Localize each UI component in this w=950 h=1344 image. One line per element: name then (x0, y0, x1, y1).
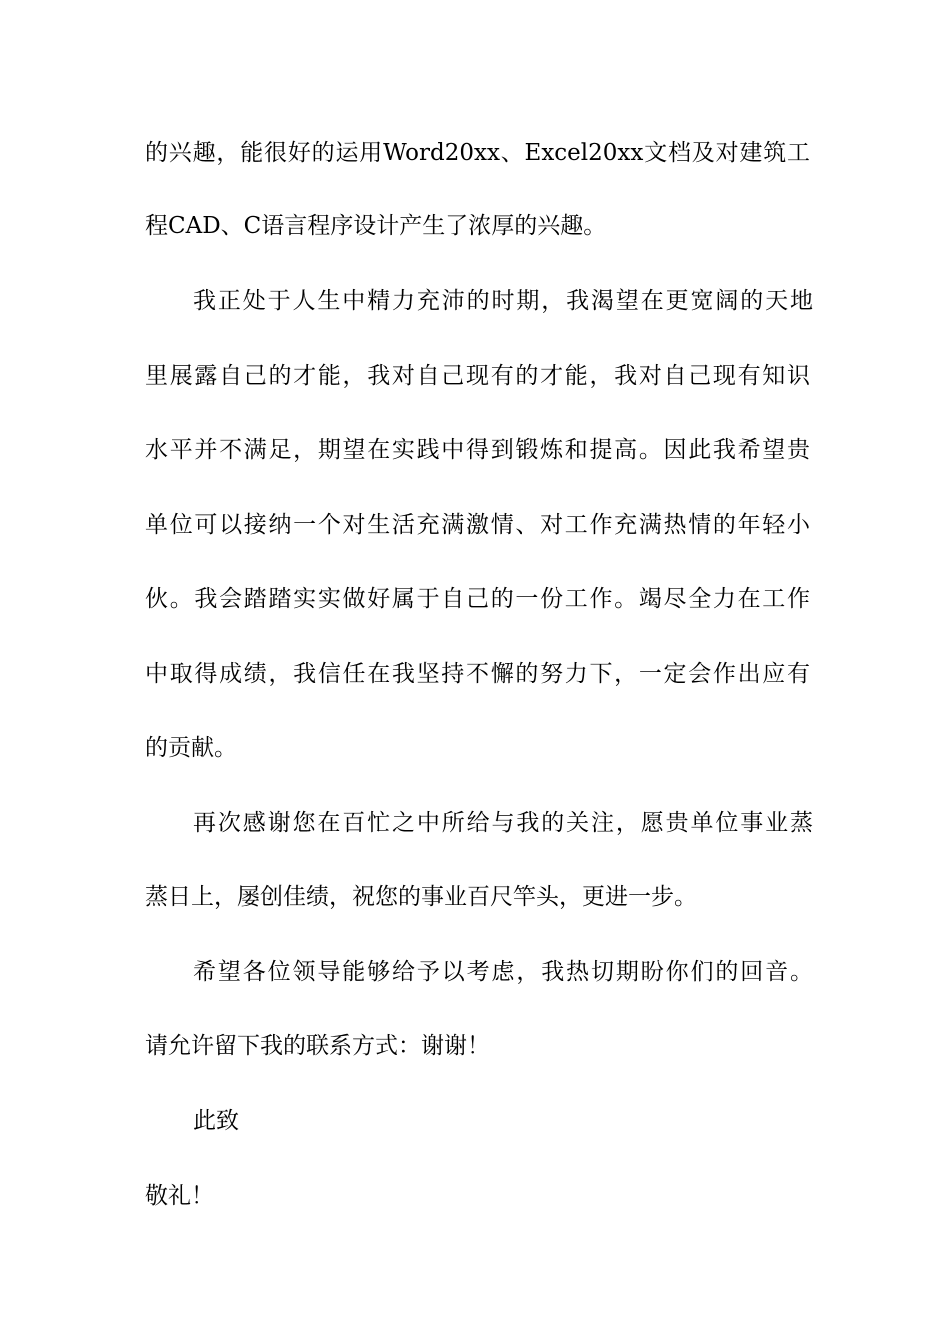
paragraph-first-line: 再次感谢您在百忙之中所给与我的关注，愿贵单位事业蒸 (193, 810, 813, 836)
body-text-line: 的贡献。 (145, 735, 237, 761)
body-text-line: 水平并不满足，期望在实践中得到锻炼和提高。因此我希望贵 (145, 437, 810, 463)
body-text-line: 里展露自己的才能，我对自己现有的才能，我对自己现有知识 (145, 363, 810, 389)
paragraph-first-line: 我正处于人生中精力充沛的时期，我渴望在更宽阔的天地 (193, 288, 813, 314)
closing-salutation: 此致 (193, 1108, 239, 1134)
body-text-line: 请允许留下我的联系方式：谢谢！ (145, 1033, 490, 1059)
body-text-line: 蒸日上，屡创佳绩，祝您的事业百尺竿头，更进一步。 (145, 884, 697, 910)
body-text-line: 中取得成绩，我信任在我坚持不懈的努力下，一定会作出应有 (145, 661, 810, 687)
paragraph-first-line: 希望各位领导能够给予以考虑，我热切期盼你们的回音。 (193, 959, 813, 985)
body-text-line: 伙。我会踏踏实实做好属于自己的一份工作。竭尽全力在工作 (145, 586, 810, 612)
body-text-line: 程CAD、C语言程序设计产生了浓厚的兴趣。 (145, 213, 607, 239)
body-text-line: 的兴趣，能很好的运用Word20xx、Excel20xx文档及对建筑工 (145, 140, 810, 166)
closing-regards: 敬礼！ (145, 1183, 214, 1209)
body-text-line: 单位可以接纳一个对生活充满激情、对工作充满热情的年轻小 (145, 512, 810, 538)
